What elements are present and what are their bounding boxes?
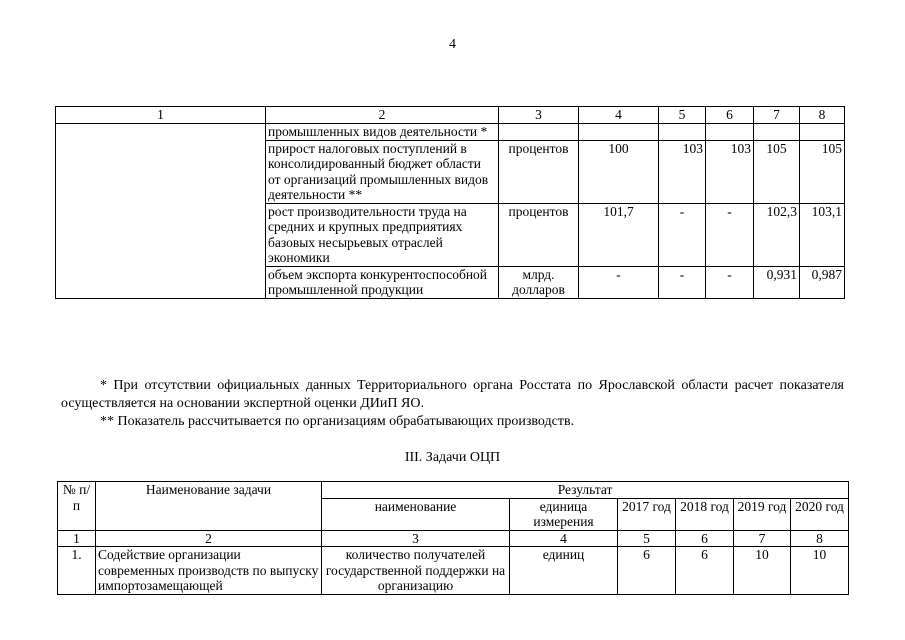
section-title: III. Задачи ОЦП	[404, 450, 501, 465]
value-cell: 105	[754, 140, 800, 203]
tasks-header-row	[58, 482, 849, 499]
header-number: № п/п	[58, 482, 96, 531]
indicator-unit: млрд. долларов	[499, 266, 579, 298]
header-year: 2020 год	[791, 498, 849, 530]
col-number: 6	[706, 107, 754, 124]
header-unit: единица измерения	[510, 498, 618, 530]
header-year: 2018 год	[676, 498, 734, 530]
col-number: 8	[800, 107, 845, 124]
col-number: 5	[618, 530, 676, 547]
tasks-table	[57, 481, 849, 595]
value-cell	[706, 124, 754, 141]
footnote-2: ** Показатель рассчитывается по организациям обрабатывающих производств.	[100, 414, 575, 429]
indicator-unit	[499, 124, 579, 141]
indicator-name: объем экспорта конкурентоспособной промышленной продукции	[266, 266, 499, 298]
footnotes	[61, 377, 844, 431]
col-number: 2	[266, 107, 499, 124]
col-number: 2	[96, 530, 322, 547]
col-number: 1	[56, 107, 266, 124]
value-cell	[659, 124, 706, 141]
value-cell: -	[706, 266, 754, 298]
table-row	[56, 124, 845, 141]
value-cell: -	[659, 203, 706, 266]
empty-cell	[56, 124, 266, 299]
value-cell: 103	[706, 140, 754, 203]
value-2017: 6	[618, 547, 676, 595]
value-cell: 103,1	[800, 203, 845, 266]
col-number: 4	[579, 107, 659, 124]
col-number: 7	[734, 530, 791, 547]
value-cell: -	[659, 266, 706, 298]
header-task-name: Наименование задачи	[96, 482, 322, 531]
indicator-name: рост производительности труда на средних и крупных предприятиях базовых несырьевых отраслей экономики	[266, 203, 499, 266]
col-number: 3	[322, 530, 510, 547]
value-cell: 0,931	[754, 266, 800, 298]
header-result-name: наименование	[322, 498, 510, 530]
value-cell: 102,3	[754, 203, 800, 266]
indicator-name: промышленных видов деятельности *	[266, 124, 499, 141]
header-result: Результат	[322, 482, 849, 499]
table-row	[58, 547, 849, 595]
indicator-unit: процентов	[499, 203, 579, 266]
col-number: 8	[791, 530, 849, 547]
col-number: 1	[58, 530, 96, 547]
value-cell: 103	[659, 140, 706, 203]
indicators-table	[55, 106, 845, 299]
value-2020: 10	[791, 547, 849, 595]
task-number: 1.	[58, 547, 96, 595]
header-year: 2019 год	[734, 498, 791, 530]
value-cell: 105	[800, 140, 845, 203]
value-cell	[579, 124, 659, 141]
col-number: 5	[659, 107, 706, 124]
column-numbers-row	[58, 530, 849, 547]
result-name: количество получателей государственной поддержки на организацию	[322, 547, 510, 595]
value-cell: -	[706, 203, 754, 266]
value-cell: 0,987	[800, 266, 845, 298]
col-number: 4	[510, 530, 618, 547]
task-name: Содействие организации современных производств по выпуску импортозамещающей	[96, 547, 322, 595]
value-2018: 6	[676, 547, 734, 595]
col-number: 6	[676, 530, 734, 547]
value-cell: 100	[579, 140, 659, 203]
value-cell	[754, 124, 800, 141]
header-year: 2017 год	[618, 498, 676, 530]
col-number: 3	[499, 107, 579, 124]
result-unit: единиц	[510, 547, 618, 595]
indicator-unit: процентов	[499, 140, 579, 203]
footnote-1: * При отсутствии официальных данных Территориального органа Росстата по Ярославской области расчет показателя осуществляется на основании экспертной оценки ДИиП ЯО.	[61, 378, 844, 411]
value-2019: 10	[734, 547, 791, 595]
indicator-name: прирост налоговых поступлений в консолидированный бюджет области от организаций промышленных видов деятельности **	[266, 140, 499, 203]
value-cell: -	[579, 266, 659, 298]
col-number: 7	[754, 107, 800, 124]
page-number: 4	[449, 37, 456, 52]
value-cell: 101,7	[579, 203, 659, 266]
indicators-header-row	[56, 107, 845, 124]
value-cell	[800, 124, 845, 141]
